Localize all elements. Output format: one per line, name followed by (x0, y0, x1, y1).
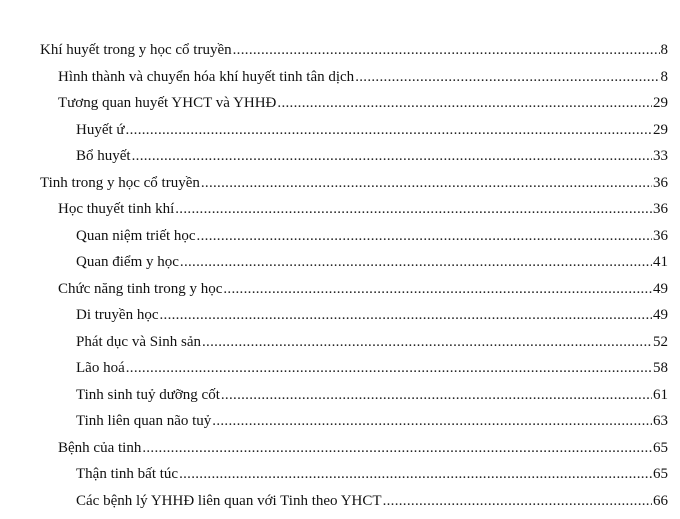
toc-page-number: 66 (653, 492, 668, 509)
toc-entry-title: Lão hoá (76, 360, 125, 376)
toc-dot-leader (197, 223, 652, 250)
toc-entry[interactable] (0, 276, 668, 303)
toc-dot-leader (175, 196, 652, 223)
toc-entry-title: Khí huyết trong y học cổ truyền (40, 42, 232, 58)
toc-entry[interactable] (0, 435, 668, 462)
toc-entry[interactable] (0, 408, 668, 435)
toc-page-number: 61 (653, 386, 668, 403)
toc-entry[interactable] (0, 302, 668, 329)
toc-dot-leader (355, 64, 659, 91)
toc-entry-title: Hình thành và chuyển hóa khí huyết tinh tân dịch (58, 68, 355, 85)
toc-page-number: 49 (653, 280, 668, 297)
toc-entry-title: Di truyền học (76, 307, 159, 323)
toc-page-number: 58 (653, 360, 668, 376)
toc-entry[interactable] (0, 329, 668, 356)
toc-entry-title: Bệnh của tinh (58, 439, 142, 456)
toc-entry[interactable] (0, 64, 668, 91)
toc-entry[interactable] (0, 90, 668, 117)
toc-dot-leader (179, 461, 652, 488)
toc-dot-leader (221, 382, 652, 409)
toc-dot-leader (159, 302, 652, 329)
toc-entry-title: Tinh trong y học cổ truyền (40, 174, 200, 191)
toc-dot-leader (383, 488, 652, 515)
toc-entry[interactable] (0, 143, 668, 170)
toc-entry[interactable] (0, 382, 668, 409)
toc-entry-title: Huyết ứ (76, 121, 125, 138)
toc-entry-title: Chức năng tinh trong y học (58, 280, 223, 297)
toc-entry[interactable] (0, 355, 668, 382)
toc-entry-title: Bổ huyết (76, 148, 131, 164)
toc-entry[interactable] (0, 488, 668, 515)
toc-page-number: 41 (653, 254, 668, 270)
toc-page-number: 49 (653, 307, 668, 323)
toc-dot-leader (212, 408, 652, 435)
toc-entry[interactable] (0, 117, 668, 144)
toc-entry-title: Tinh liên quan não tuỷ (76, 413, 212, 429)
toc-entry-title: Học thuyết tinh khí (58, 201, 175, 217)
toc-entry[interactable] (0, 170, 668, 197)
toc-page-number: 8 (660, 68, 668, 85)
toc-entry[interactable] (0, 461, 668, 488)
toc-dot-leader (201, 170, 652, 197)
toc-entry-title: Quan điểm y học (76, 254, 179, 270)
toc-dot-leader (126, 355, 652, 382)
toc-page-number: 8 (660, 42, 668, 58)
toc-entry-title: Tương quan huyết YHCT và YHHĐ (58, 95, 277, 111)
toc-dot-leader (126, 117, 652, 144)
toc-page-number: 52 (653, 333, 668, 350)
toc-entry-title: Thận tinh bất túc (76, 466, 179, 482)
toc-entry-title: Các bệnh lý YHHĐ liên quan với Tinh theo YHCT (76, 492, 382, 509)
toc-page-number: 36 (653, 201, 668, 217)
toc-entry[interactable] (0, 196, 668, 223)
toc-entry-title: Tinh sinh tuỷ dưỡng cốt (76, 386, 220, 403)
toc-page-number: 65 (653, 466, 668, 482)
toc-dot-leader (180, 249, 652, 276)
toc-entry[interactable] (0, 249, 668, 276)
toc-page-number: 36 (653, 174, 668, 191)
toc-page-number: 63 (653, 413, 668, 429)
toc-page-number: 65 (653, 439, 668, 456)
toc-entry-title: Quan niệm triết học (76, 227, 196, 244)
toc-page-number: 29 (653, 121, 668, 138)
toc-entry-title: Phát dục và Sinh sản (76, 333, 201, 350)
toc-page-number: 36 (653, 227, 668, 244)
toc-dot-leader (223, 276, 652, 303)
toc-entry[interactable] (0, 37, 668, 64)
toc-dot-leader (277, 90, 652, 117)
toc-entry[interactable] (0, 223, 668, 250)
table-of-contents (0, 37, 680, 514)
toc-page-number: 29 (653, 95, 668, 111)
toc-dot-leader (233, 37, 660, 64)
toc-page-number: 33 (653, 148, 668, 164)
toc-dot-leader (202, 329, 652, 356)
toc-dot-leader (132, 143, 652, 170)
toc-dot-leader (142, 435, 652, 462)
